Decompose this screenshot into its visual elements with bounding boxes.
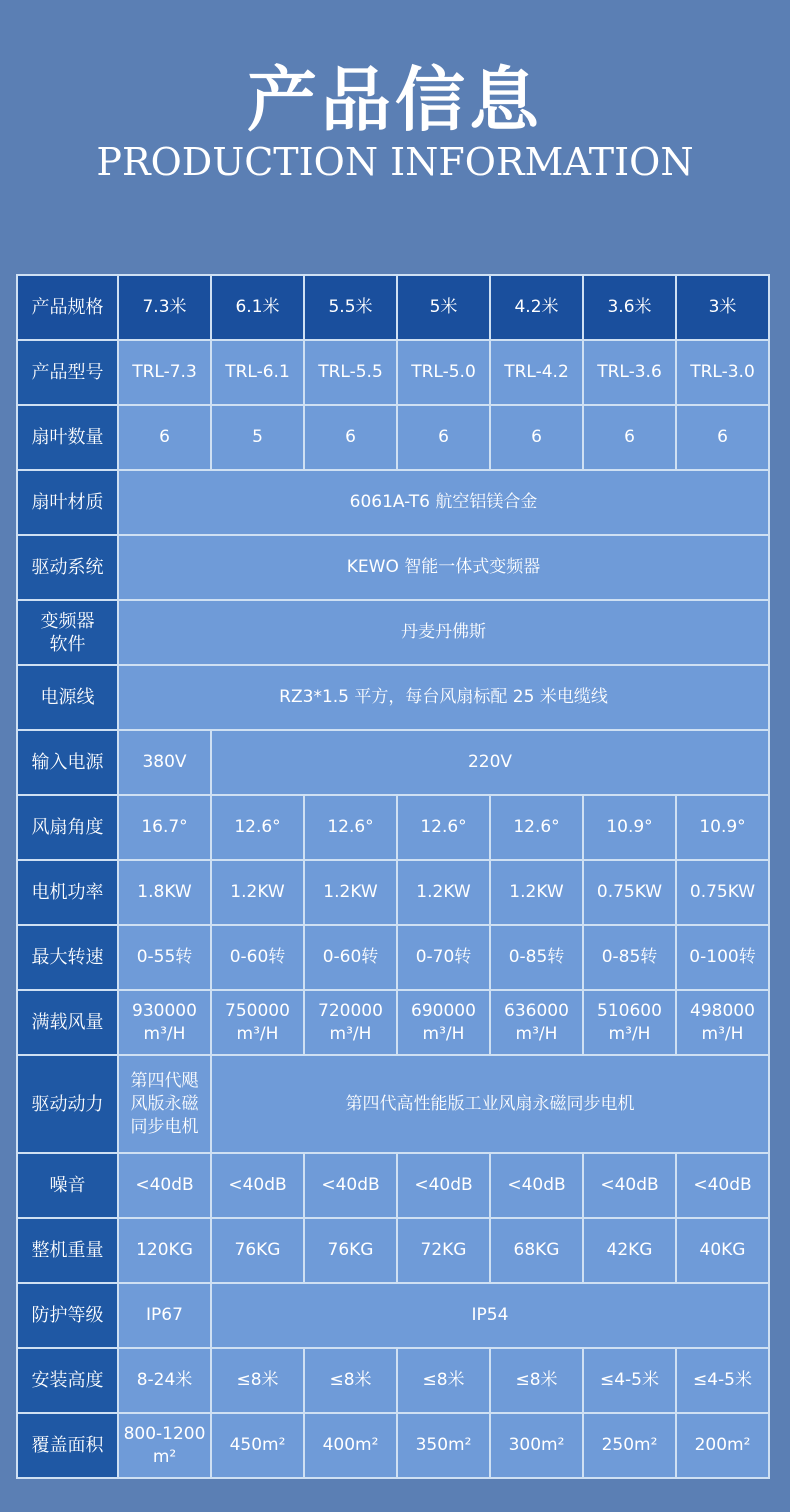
table-cell: 6 — [397, 405, 490, 470]
table-cell: <40dB — [490, 1153, 583, 1218]
table-cell: TRL-6.1 — [211, 340, 304, 405]
table-row-motor-power — [17, 860, 769, 925]
row-label: 满载风量 — [17, 990, 118, 1055]
table-row-max-speed — [17, 925, 769, 990]
table-cell: <40dB — [304, 1153, 397, 1218]
table-cell: 第四代高性能版工业风扇永磁同步电机 — [211, 1055, 769, 1153]
table-cell — [490, 990, 583, 1055]
table-row-noise — [17, 1153, 769, 1218]
table-cell: TRL-4.2 — [490, 340, 583, 405]
table-cell: 6 — [490, 405, 583, 470]
table-cell: 76KG — [211, 1218, 304, 1283]
row-label: 风扇角度 — [17, 795, 118, 860]
table-row-fan-angle — [17, 795, 769, 860]
table-cell — [118, 1413, 211, 1478]
table-cell: 0-70转 — [397, 925, 490, 990]
table-row-input-power — [17, 730, 769, 795]
table-cell: TRL-5.5 — [304, 340, 397, 405]
table-cell: 68KG — [490, 1218, 583, 1283]
table-cell: <40dB — [583, 1153, 676, 1218]
table-cell: 1.8KW — [118, 860, 211, 925]
table-cell: 12.6° — [490, 795, 583, 860]
table-cell — [676, 990, 769, 1055]
table-cell: <40dB — [211, 1153, 304, 1218]
table-cell: 72KG — [397, 1218, 490, 1283]
table-cell: 220V — [211, 730, 769, 795]
row-label: 整机重量 — [17, 1218, 118, 1283]
table-cell: 5.5米 — [304, 275, 397, 340]
airflow-value: 510600 — [597, 1000, 662, 1021]
table-cell: RZ3*1.5 平方，每台风扇标配 25 米电缆线 — [118, 665, 769, 730]
table-cell: 1.2KW — [304, 860, 397, 925]
table-cell: 400m² — [304, 1413, 397, 1478]
table-cell: 6061A-T6 航空铝镁合金 — [118, 470, 769, 535]
table-cell: 0.75KW — [583, 860, 676, 925]
row-label: 扇叶材质 — [17, 470, 118, 535]
row-label: 电机功率 — [17, 860, 118, 925]
cell-line: m² — [152, 1446, 177, 1467]
airflow-unit: m³/H — [236, 1023, 279, 1044]
row-label: 电源线 — [17, 665, 118, 730]
row-label: 产品型号 — [17, 340, 118, 405]
table-cell — [118, 990, 211, 1055]
table-cell: 6 — [583, 405, 676, 470]
airflow-unit: m³/H — [143, 1023, 186, 1044]
table-cell: 250m² — [583, 1413, 676, 1478]
airflow-unit: m³/H — [701, 1023, 744, 1044]
table-row-drive-system — [17, 535, 769, 600]
table-row-specs — [17, 275, 769, 340]
table-row-protection — [17, 1283, 769, 1348]
table-cell: 350m² — [397, 1413, 490, 1478]
table-cell: 200m² — [676, 1413, 769, 1478]
table-cell: 0-85转 — [490, 925, 583, 990]
table-cell: 10.9° — [676, 795, 769, 860]
page-title: 产品信息 — [247, 59, 543, 141]
cell-line: 风版永磁 — [130, 1093, 199, 1114]
table-cell: 42KG — [583, 1218, 676, 1283]
table-cell — [304, 990, 397, 1055]
airflow-value: 636000 — [504, 1000, 569, 1021]
table-cell: 12.6° — [211, 795, 304, 860]
table-cell: 1.2KW — [211, 860, 304, 925]
row-label: 输入电源 — [17, 730, 118, 795]
row-label-line: 变频器 — [40, 610, 95, 632]
table-row-inverter-software — [17, 600, 769, 665]
airflow-value: 930000 — [132, 1000, 197, 1021]
table-cell: ≤4-5米 — [676, 1348, 769, 1413]
table-cell: 4.2米 — [490, 275, 583, 340]
table-cell: 1.2KW — [397, 860, 490, 925]
table-cell: ≤8米 — [397, 1348, 490, 1413]
row-label: 噪音 — [17, 1153, 118, 1218]
table-cell — [211, 990, 304, 1055]
table-cell: 5 — [211, 405, 304, 470]
table-cell: 0-100转 — [676, 925, 769, 990]
table-cell: 6 — [304, 405, 397, 470]
row-label: 驱动系统 — [17, 535, 118, 600]
table-cell: 120KG — [118, 1218, 211, 1283]
product-info-table — [16, 274, 770, 1479]
table-cell: 丹麦丹佛斯 — [118, 600, 769, 665]
table-cell: 5米 — [397, 275, 490, 340]
airflow-unit: m³/H — [422, 1023, 465, 1044]
table-cell: 12.6° — [304, 795, 397, 860]
table-cell — [397, 990, 490, 1055]
table-cell — [118, 1055, 211, 1153]
table-row-model — [17, 340, 769, 405]
cell-line: 同步电机 — [130, 1116, 199, 1137]
table-cell — [583, 990, 676, 1055]
table-cell: ≤8米 — [490, 1348, 583, 1413]
table-cell: TRL-5.0 — [397, 340, 490, 405]
row-label: 安装高度 — [17, 1348, 118, 1413]
table-cell: 3.6米 — [583, 275, 676, 340]
airflow-unit: m³/H — [515, 1023, 558, 1044]
cell-line: 800-1200 — [123, 1423, 206, 1444]
table-cell: ≤8米 — [211, 1348, 304, 1413]
table-row-install-height — [17, 1348, 769, 1413]
table-cell: 7.3米 — [118, 275, 211, 340]
table-cell: 16.7° — [118, 795, 211, 860]
table-cell: 10.9° — [583, 795, 676, 860]
table-cell: 0-85转 — [583, 925, 676, 990]
table-cell: 6 — [676, 405, 769, 470]
table-row-power-cable — [17, 665, 769, 730]
table-cell: TRL-3.6 — [583, 340, 676, 405]
table-row-airflow — [17, 990, 769, 1055]
table-cell: <40dB — [397, 1153, 490, 1218]
table-cell: 6 — [118, 405, 211, 470]
table-cell: 300m² — [490, 1413, 583, 1478]
row-label: 驱动动力 — [17, 1055, 118, 1153]
table-cell: 0-60转 — [211, 925, 304, 990]
table-cell: IP67 — [118, 1283, 211, 1348]
table-row-blade-count — [17, 405, 769, 470]
airflow-unit: m³/H — [329, 1023, 372, 1044]
row-label: 扇叶数量 — [17, 405, 118, 470]
table-cell: 40KG — [676, 1218, 769, 1283]
table-row-weight — [17, 1218, 769, 1283]
page-subtitle: PRODUCTION INFORMATION — [96, 140, 694, 184]
row-label: 防护等级 — [17, 1283, 118, 1348]
table-cell: 1.2KW — [490, 860, 583, 925]
table-cell: 0-55转 — [118, 925, 211, 990]
table-cell: 76KG — [304, 1218, 397, 1283]
table-cell: ≤8米 — [304, 1348, 397, 1413]
airflow-value: 690000 — [411, 1000, 476, 1021]
table-row-drive-power — [17, 1055, 769, 1153]
table-cell: 12.6° — [397, 795, 490, 860]
table-cell: 0.75KW — [676, 860, 769, 925]
table-cell: 8-24米 — [118, 1348, 211, 1413]
row-label: 产品规格 — [17, 275, 118, 340]
table-cell: 6.1米 — [211, 275, 304, 340]
table-row-coverage — [17, 1413, 769, 1478]
table-cell: KEWO 智能一体式变频器 — [118, 535, 769, 600]
airflow-value: 750000 — [225, 1000, 290, 1021]
table-cell: 380V — [118, 730, 211, 795]
cell-line: 第四代飓 — [130, 1070, 199, 1091]
airflow-unit: m³/H — [608, 1023, 651, 1044]
table-cell: <40dB — [676, 1153, 769, 1218]
row-label: 覆盖面积 — [17, 1413, 118, 1478]
table-cell: 450m² — [211, 1413, 304, 1478]
table-cell: 0-60转 — [304, 925, 397, 990]
table-cell: TRL-3.0 — [676, 340, 769, 405]
row-label: 最大转速 — [17, 925, 118, 990]
table-cell: 3米 — [676, 275, 769, 340]
table-cell: IP54 — [211, 1283, 769, 1348]
row-label — [17, 600, 118, 665]
table-cell: <40dB — [118, 1153, 211, 1218]
airflow-value: 720000 — [318, 1000, 383, 1021]
row-label-line: 软件 — [49, 633, 86, 655]
table-cell: TRL-7.3 — [118, 340, 211, 405]
airflow-value: 498000 — [690, 1000, 755, 1021]
table-row-blade-material — [17, 470, 769, 535]
table-cell: ≤4-5米 — [583, 1348, 676, 1413]
